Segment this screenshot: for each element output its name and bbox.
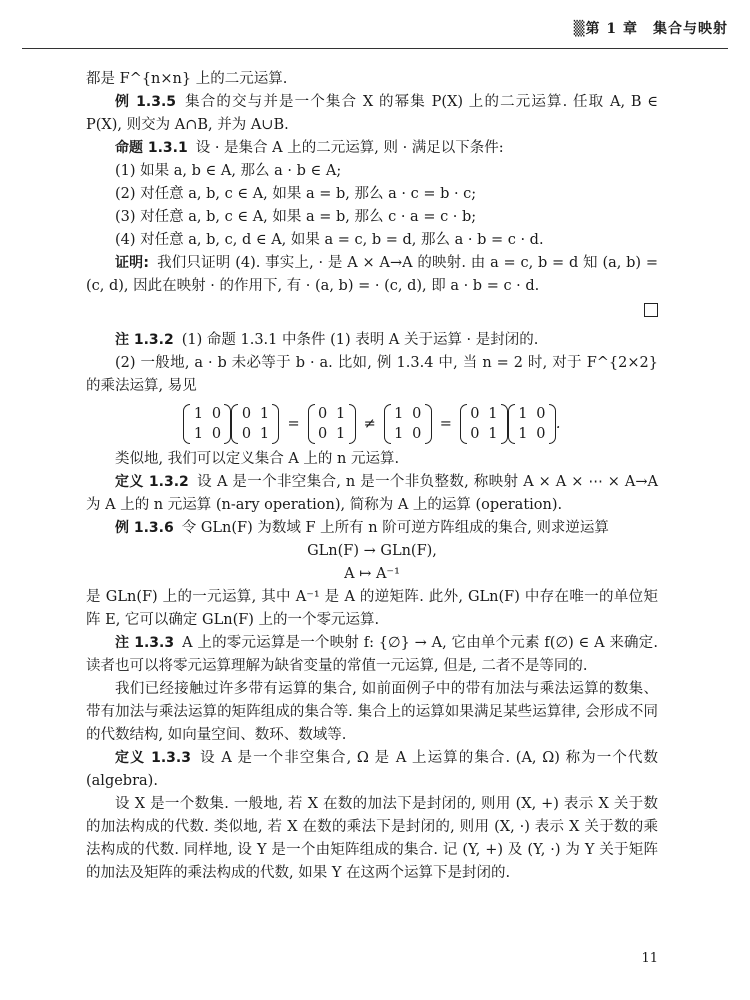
proof: 证明: 我们只证明 (4). 事实上, · 是 A × A→A 的映射. 由 a = c, b = d 知 (a, b) = (c, d), 因此在映射 · 的作用下, 有 · (a, b) = · (c, d), 即 a · b = c · d.: [86, 255, 658, 294]
condition-2: (2) 对任意 a, b, c ∈ A, 如果 a = b, 那么 a · c = b · c;: [115, 186, 477, 202]
matrix-4: 1 0 1 0: [384, 404, 432, 444]
matrix-3: 0 1 0 1: [308, 404, 356, 444]
paragraph-final: 设 X 是一个数集. 一般地, 若 X 在数的加法下是封闭的, 则用 (X, +) 表示 X 关于数的加法构成的代数. 类似地, 若 X 在数的乘法下是封闭的, 则用 (X, ·) 表示 X 关于数的乘法构成的代数. 同样地, 设 Y 是一个由矩阵组成的集合. 记 (Y, +) 及 (Y, ·) 为 Y 关于矩阵的加法及矩阵的乘法构成的代数, 如果 Y 在这两个运算下是封闭的.: [86, 796, 658, 881]
condition-4: (4) 对任意 a, b, c, d ∈ A, 如果 a = c, b = d, 那么 a · b = c · d.: [115, 232, 544, 248]
example-1-3-5: 例 1.3.5 集合的交与并是一个集合 X 的幂集 P(X) 上的二元运算. 任取 A, B ∈ P(X), 则交为 A∩B, 并为 A∪B.: [86, 94, 658, 133]
matrix-1: 1 0 1 0: [183, 404, 231, 444]
header-chapter-title: ▒第 1 章 集合与映射: [573, 21, 728, 37]
paragraph-intro: 都是 F^{n×n} 上的二元运算.: [86, 71, 288, 87]
page-number: 11: [641, 951, 658, 966]
note-1-3-3: 注 1.3.3 A 上的零元运算是一个映射 f: {∅} → A, 它由单个元素 f(∅) ∈ A 来确定. 读者也可以将零元运算理解为缺省变量的常值一元运算, 但是, 二者不是等同的.: [86, 635, 659, 674]
example-1-3-6-continued: 是 GLn(F) 上的一元运算, 其中 A⁻¹ 是 A 的逆矩阵. 此外, GLn(F) 中存在唯一的单位矩阵 E, 它可以确定 GLn(F) 上的一个零元运算.: [86, 589, 658, 628]
note-1-3-2-part2: (2) 一般地, a · b 未必等于 b · a. 比如, 例 1.3.4 中, 当 n = 2 时, 对于 F^{2×2} 的乘法运算, 易见: [86, 355, 658, 394]
condition-3: (3) 对任意 a, b, c ∈ A, 如果 a = b, 那么 c · a = c · b;: [115, 209, 477, 225]
condition-1: (1) 如果 a, b ∈ A, 那么 a · b ∈ A;: [115, 163, 342, 179]
definition-1-3-2: 定义 1.3.2 设 A 是一个非空集合, n 是一个非负整数, 称映射 A × A × ⋯ × A→A 为 A 上的 n 元运算 (n-ary operation), 简称为 A 上的运算 (operation).: [86, 474, 659, 513]
matrix-2: 0 1 0 1: [231, 404, 279, 444]
matrix-equation: [86, 404, 658, 444]
paragraph-algebra: 我们已经接触过许多带有运算的集合, 如前面例子中的带有加法与乘法运算的数集、带有加法与乘法运算的矩阵组成的集合等. 集合上的运算如果满足某些运算律, 会形成不同的代数结构, 如向量空间、数环、数域等.: [86, 681, 658, 743]
note-1-3-2: 注 1.3.2 (1) 命题 1.3.1 中条件 (1) 表明 A 关于运算 · 是封闭的.: [115, 332, 539, 348]
qed-box: [86, 302, 658, 325]
equals-sign: =: [287, 415, 300, 432]
running-header: [22, 14, 728, 40]
header-rule: [22, 48, 728, 49]
example-1-3-6: 例 1.3.6 令 GLn(F) 为数域 F 上所有 n 阶可逆方阵组成的集合, 则求逆运算: [115, 520, 609, 536]
map-line-1: GLn(F) → GLn(F),: [307, 543, 437, 559]
definition-1-3-3: 定义 1.3.3 设 A 是一个非空集合, Ω 是 A 上运算的集合. (A, Ω) 称为一个代数 (algebra).: [86, 750, 658, 789]
map-line-2: A ↦ A⁻¹: [344, 566, 400, 582]
matrix-5: 0 1 0 1: [460, 404, 508, 444]
proposition-1-3-1: 命题 1.3.1 设 · 是集合 A 上的二元运算, 则 · 满足以下条件:: [115, 140, 504, 156]
matrix-6: 1 0 1 0: [508, 404, 556, 444]
equals-sign-2: =: [439, 415, 452, 432]
equation-period: .: [555, 415, 561, 432]
qed-square-icon: [644, 303, 658, 317]
page-body: [86, 68, 658, 885]
not-equal-sign: ≠: [363, 415, 376, 432]
paragraph-n-ary: 类似地, 我们可以定义集合 A 上的 n 元运算.: [115, 451, 400, 467]
